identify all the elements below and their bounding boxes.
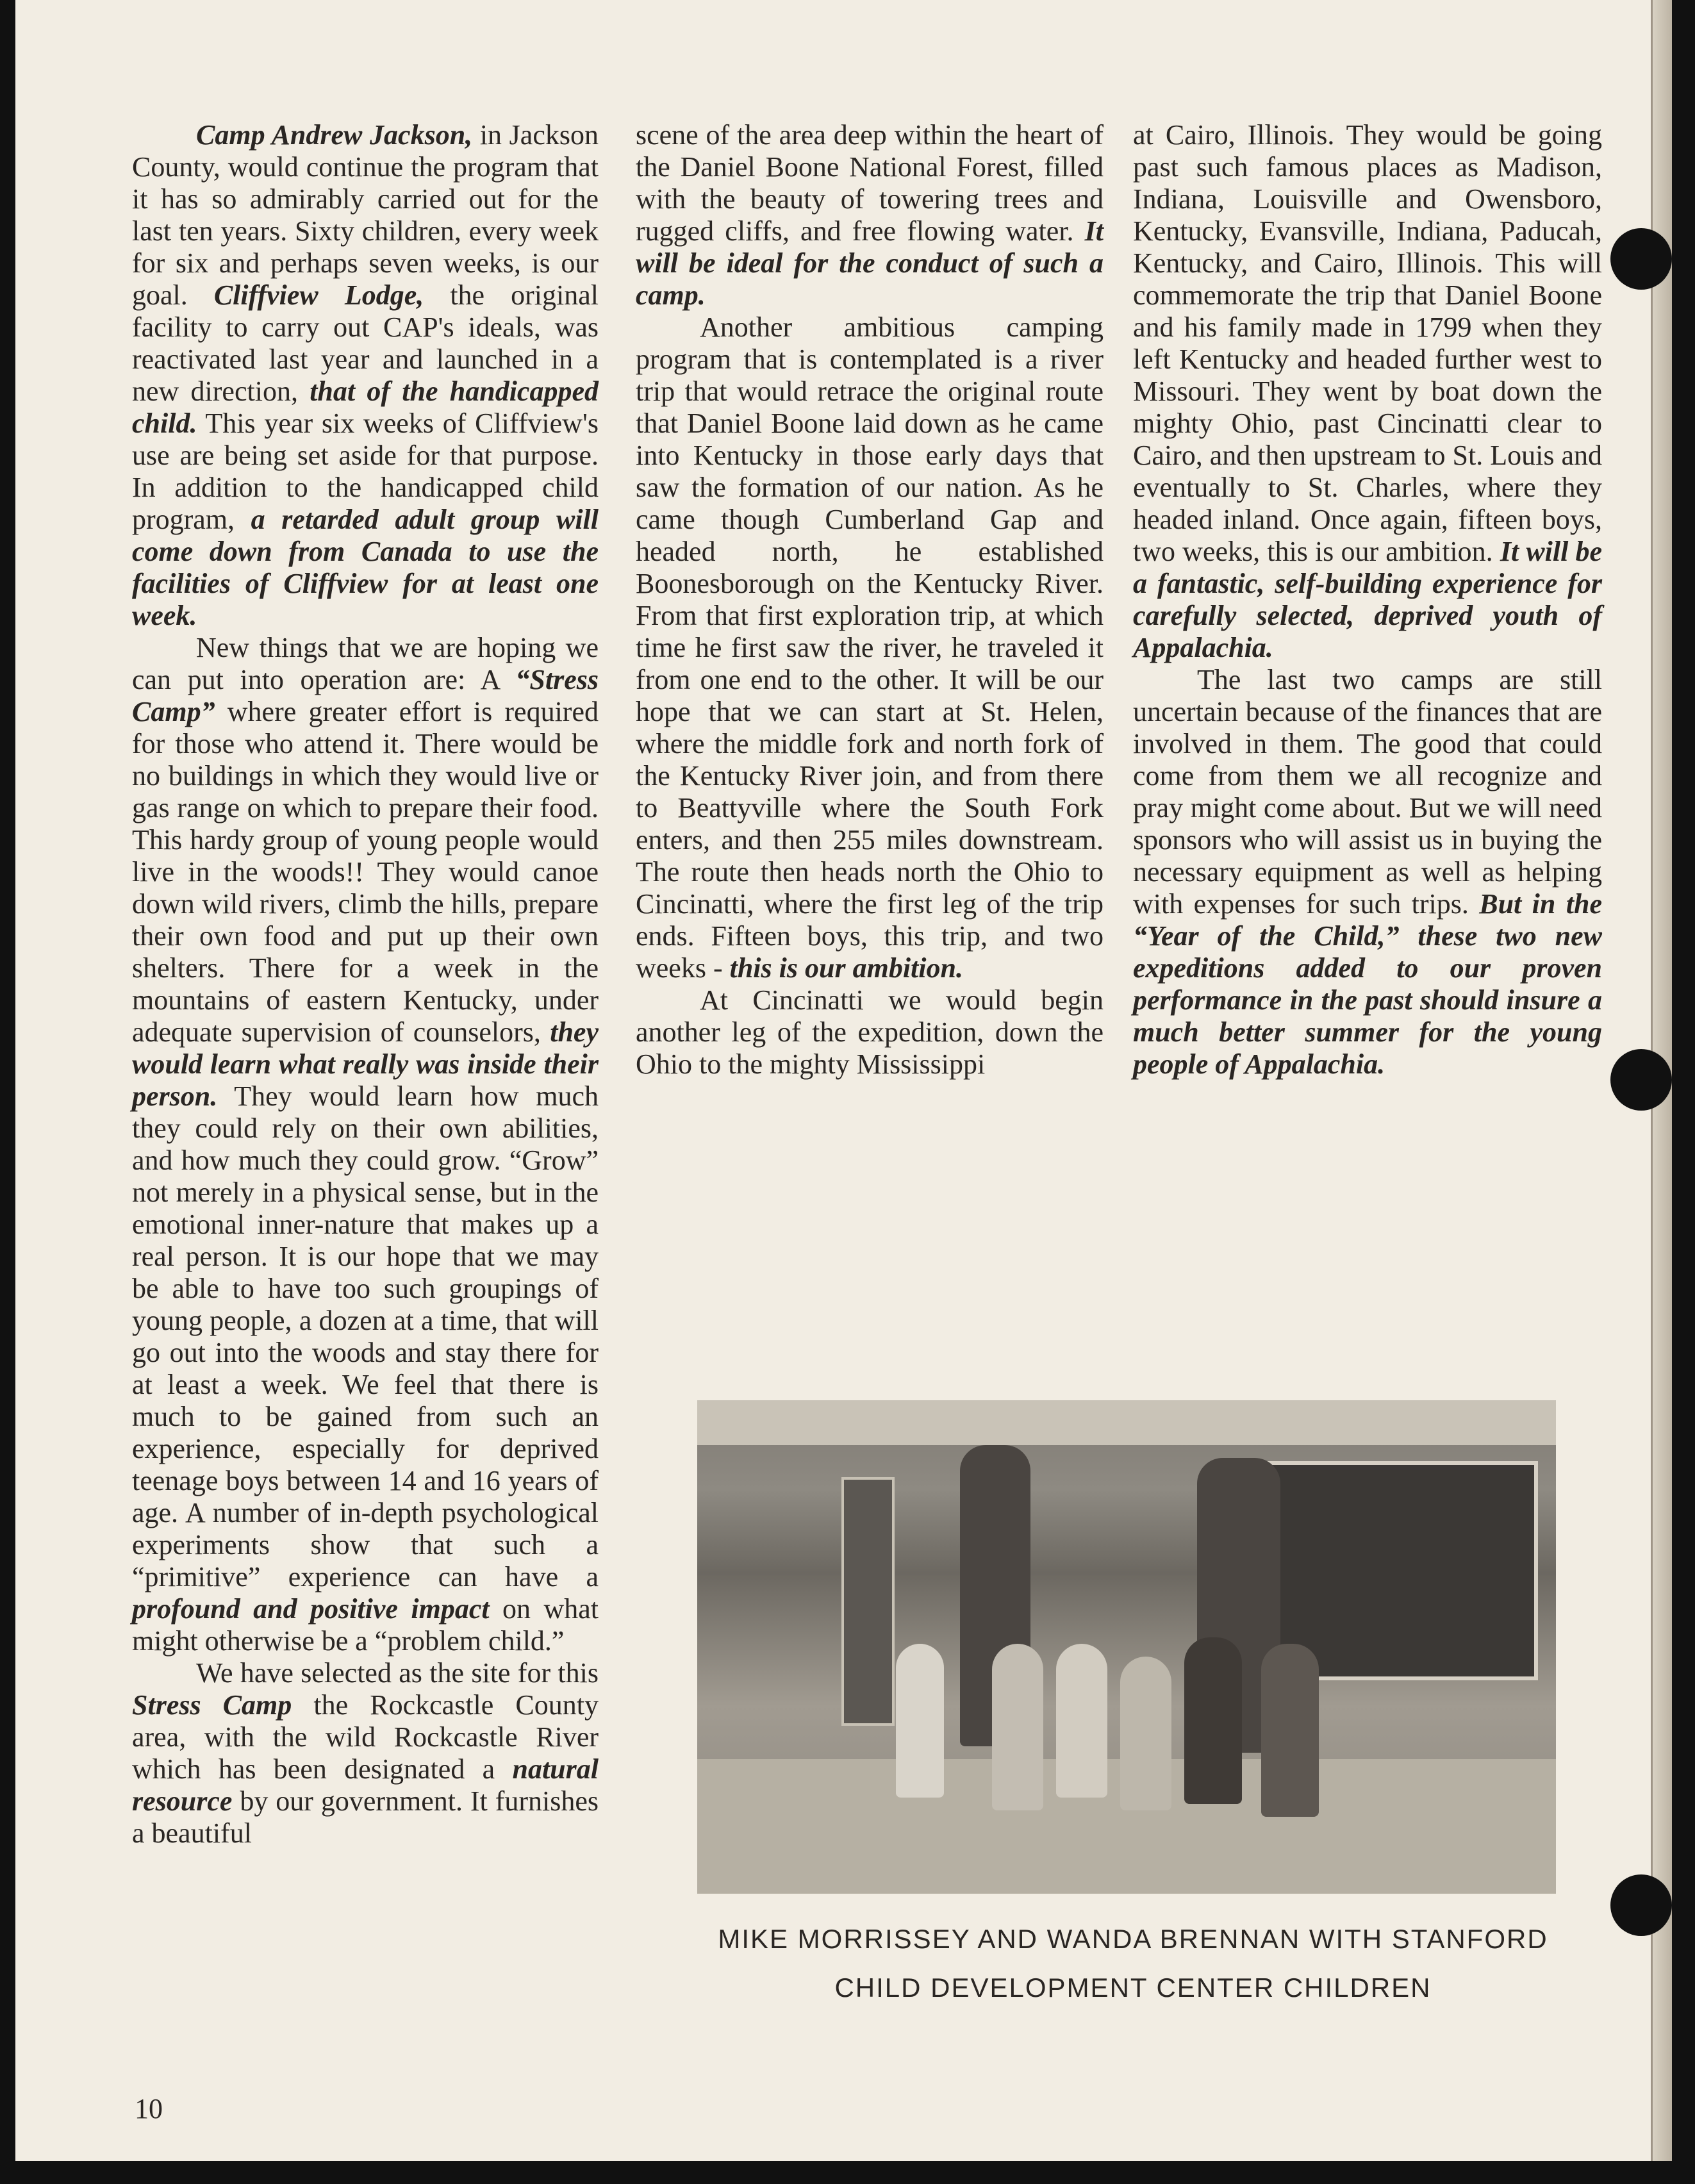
- photo-child-figure: [1184, 1637, 1242, 1804]
- emphasis-text: It will be ideal for the conduct of such a camp.: [636, 215, 1104, 311]
- emphasis-text: a retarded adult group will come down from Canada to use the facilities of Cliffview for at least one week.: [132, 504, 599, 631]
- group-photo: [697, 1400, 1556, 1894]
- emphasis-text: Stress Camp: [132, 1689, 292, 1721]
- body-text: New things that we are hoping we can put into operation are: A: [132, 632, 599, 695]
- paragraph: [636, 984, 1104, 1080]
- photo-child-figure: [992, 1644, 1043, 1810]
- body-text: Another ambitious camping program that is contemplated is a river trip that would retrace the original route that Daniel Boone laid down as he came into Kentucky in those early days that saw the formation of our nation. As he came though Cumberland Gap and headed north, he established Boonesborough on the Kentucky River. From that first exploration trip, at which time he first saw the river, he traveled it from one end to the other. It will be our hope that we can start at St. Helen, where the middle fork and north fork of the Kentucky River join, and from there to Beattyville where the South Fork enters, and then 255 miles downstream. The route then heads north the Ohio to Cincinatti, where the first leg of the trip ends. Fifteen boys, this trip, and two weeks -: [636, 311, 1104, 984]
- paragraph: [132, 119, 599, 632]
- photo-door: [841, 1477, 895, 1726]
- emphasis-text: Camp Andrew Jackson,: [196, 119, 473, 151]
- body-text: At Cincinatti we would begin another leg of the expedition, down the Ohio to the mighty Mississippi: [636, 984, 1104, 1080]
- body-text: at Cairo, Illinois. They would be going past such famous places as Madison, Indiana, Louisville and Owensboro, Kentucky, Evansville, Indiana, Paducah, Kentucky, and Cairo, Illinois. This will commemorate the trip that Daniel Boone and his family made in 1799 when they left Kentucky and headed further west to Missouri. They went by boat down the mighty Ohio, past Cincinatti clear to Cairo, and then upstream to St. Louis and eventually to St. Charles, where they headed inland. Once again, fifteen boys, two weeks, this is our ambition.: [1133, 119, 1602, 567]
- body-text: in Jackson County, would continue the program that it has so admirably carried out for the last ten years. Sixty children, every week for six and perhaps seven weeks, is our goal.: [132, 119, 599, 311]
- emphasis-text: they would learn what really was inside their person.: [132, 1016, 599, 1112]
- text-column-3: [1133, 119, 1602, 1080]
- emphasis-text: profound and positive impact: [132, 1593, 490, 1625]
- photo-caption-line-2: CHILD DEVELOPMENT CENTER CHILDREN: [834, 1973, 1432, 2003]
- body-text: the original facility to carry out CAP's ideals, was reactivated last year and launched in a new direction,: [132, 279, 599, 407]
- body-text: where greater effort is required for those who attend it. There would be no buildings in which they would live or gas range on which to prepare their food. This hardy group of young people would live in the woods!! They would canoe down wild rivers, climb the hills, prepare their own food and put up their own shelters. There for a week in the mountains of eastern Kentucky, under adequate supervision of counselors,: [132, 696, 599, 1048]
- body-text: scene of the area deep within the heart of the Daniel Boone National Forest, filled with the beauty of towering trees and rugged cliffs, and free flowing water.: [636, 119, 1104, 247]
- paragraph: [132, 632, 599, 1657]
- paragraph: [636, 119, 1104, 311]
- text-column-2: [636, 119, 1104, 1080]
- binder-hole: [1610, 228, 1672, 290]
- paragraph: [636, 311, 1104, 984]
- photo-child-figure: [1056, 1644, 1107, 1798]
- emphasis-text: But in the “Year of the Child,” these two new expeditions added to our proven performance in the past should insure a much better summer for the young people of Appalachia.: [1133, 888, 1602, 1080]
- body-text: the Rockcastle County area, with the wild Rockcastle River which has been designated a: [132, 1689, 599, 1785]
- binder-hole: [1610, 1049, 1672, 1111]
- binder-hole: [1610, 1874, 1672, 1936]
- emphasis-text: Cliffview Lodge,: [213, 279, 424, 311]
- body-text: This year six weeks of Cliffview's use are being set aside for that purpose. In addition to the handicapped child program,: [132, 408, 599, 535]
- photo-child-figure: [896, 1644, 944, 1798]
- body-text: The last two camps are still uncertain because of the finances that are involved in them. The good that could come from them we all recognize and pray might come about. But we will need sponsors who will assist us in buying the necessary equipment as well as helping with expenses for such trips.: [1133, 664, 1602, 920]
- photo-child-figure: [1120, 1657, 1171, 1810]
- body-text: on what might otherwise be a “problem child.”: [132, 1593, 599, 1657]
- emphasis-text: that of the handicapped child.: [132, 376, 599, 439]
- photo-child-figure: [1261, 1644, 1319, 1817]
- paragraph: [1133, 119, 1602, 664]
- body-text: by our government. It furnishes a beautiful: [132, 1785, 599, 1849]
- page-number: 10: [135, 2093, 163, 2124]
- paragraph: [132, 1657, 599, 1849]
- magazine-page: [15, 0, 1672, 2161]
- photo-roofline: [697, 1400, 1556, 1445]
- emphasis-text: this is our ambition.: [729, 952, 963, 984]
- text-column-1: [132, 119, 599, 1849]
- body-text: They would learn how much they could rely on their own abilities, and how much they could grow. “Grow” not merely in a physical sense, but in the emotional inner-nature that makes up a real person. It is our hope that we may be able to have too such groupings of young people, a dozen at a time, that will go out into the woods and stay there for at least a week. We feel that there is much to be gained from such an experience, especially for deprived teenage boys between 14 and 16 years of age. A number of in-depth psychological experiments show that such a “primitive” experience can have a: [132, 1080, 599, 1592]
- paragraph: [1133, 664, 1602, 1080]
- emphasis-text: “Stress Camp”: [132, 664, 599, 727]
- emphasis-text: natural resource: [132, 1753, 599, 1817]
- photo-caption-line-1: MIKE MORRISSEY AND WANDA BRENNAN WITH STANFORD: [718, 1924, 1548, 1954]
- emphasis-text: It will be a fantastic, self-building experience for carefully selected, deprived youth of Appalachia.: [1133, 536, 1602, 663]
- body-text: We have selected as the site for this: [196, 1657, 599, 1689]
